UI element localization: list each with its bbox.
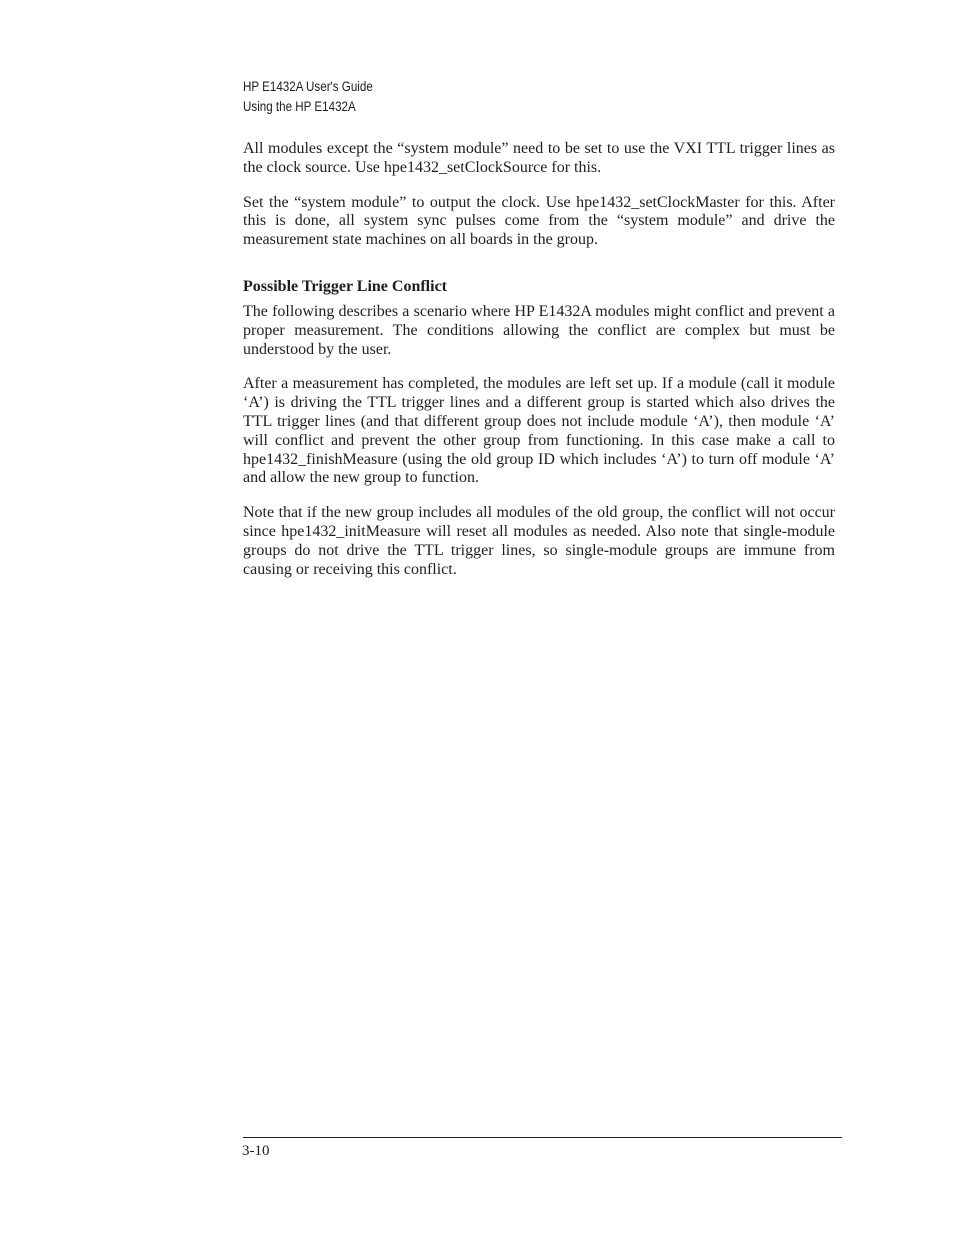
paragraph-clock-master: Set the “system module” to output the clock. Use hpe1432_setClockMaster for this. After this is done, all system sync pulses come from the “system module” and drive the measurement state machines on all boards in the group. bbox=[243, 193, 835, 249]
page-number: 3-10 bbox=[242, 1143, 270, 1159]
header-chapter-title: Using the HP E1432A bbox=[243, 99, 356, 114]
section-heading: Possible Trigger Line Conflict bbox=[243, 277, 447, 295]
paragraph-conflict-note: Note that if the new group includes all modules of the old group, the conflict will not occur since hpe1432_initMeasure will reset all modules as needed. Also note that single-module groups do not drive the TTL trigger lines, so single-module groups are immune from causing or receiving this conflict. bbox=[243, 504, 835, 578]
page-body bbox=[243, 140, 835, 595]
running-header bbox=[243, 77, 373, 117]
paragraph-conflict-intro: The following describes a scenario where HP E1432A modules might conflict and prevent a proper measurement. The conditions allowing the conflict are complex but must be understood by the user. bbox=[243, 302, 835, 358]
footer-divider bbox=[243, 1137, 842, 1138]
paragraph-conflict-scenario: After a measurement has completed, the modules are left set up. If a module (call it module ‘A’) is driving the TTL trigger lines and a different group is started which also drives the TTL trigger lines (and that different group does not include module ‘A’), then module ‘A’ will conflict and prevent the other group from functioning. In this case make a call to hpe1432_finishMeasure (using the old group ID which includes ‘A’) to turn off module ‘A’ and allow the new group to function. bbox=[243, 375, 835, 487]
header-guide-title: HP E1432A User's Guide bbox=[243, 79, 373, 94]
paragraph-clock-source: All modules except the “system module” need to be set to use the VXI TTL trigger lines as the clock source. Use hpe1432_setClockSource for this. bbox=[243, 140, 835, 176]
